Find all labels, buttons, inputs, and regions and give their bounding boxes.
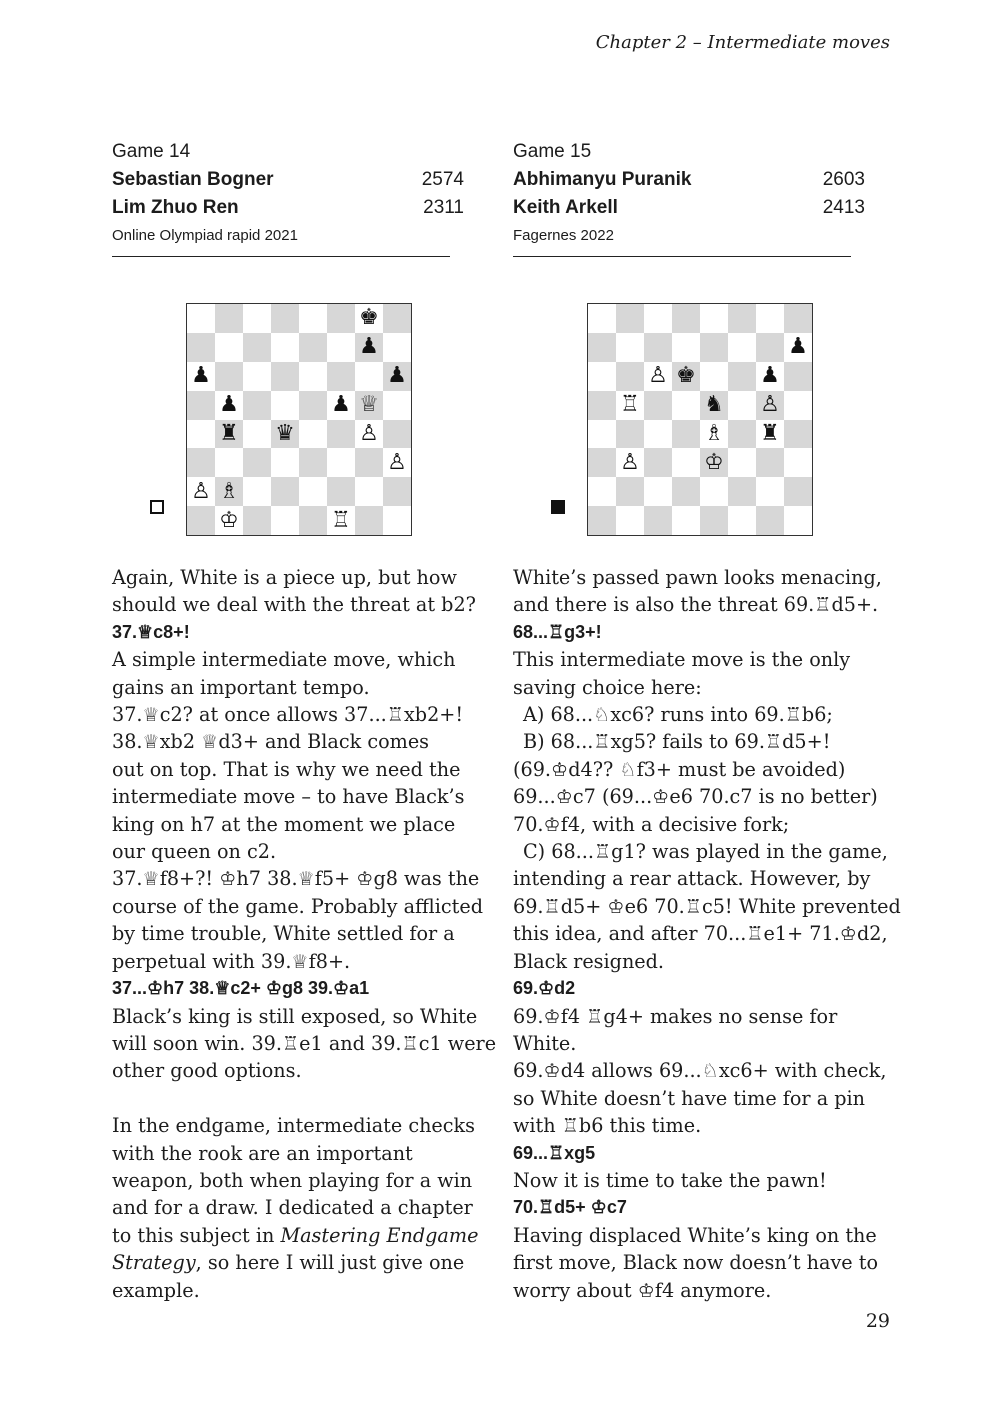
white-player-name: Sebastian Bogner xyxy=(112,169,274,190)
text-line: and for a draw. I dedicated a chapter xyxy=(112,1196,473,1220)
square-g8 xyxy=(355,304,383,333)
square-g2 xyxy=(756,477,784,506)
square-h3 xyxy=(784,448,812,477)
page-number: 29 xyxy=(865,1310,890,1332)
square-a4 xyxy=(187,420,215,449)
square-e8 xyxy=(700,304,728,333)
annotation-text xyxy=(112,564,497,1304)
white-player-row xyxy=(513,166,865,194)
chess-piece-icon: ♟ xyxy=(387,363,407,389)
square-d3 xyxy=(271,448,299,477)
text-line: should we deal with the threat at b2? xyxy=(112,593,476,617)
text-line xyxy=(112,1249,482,1276)
square-d4 xyxy=(672,420,700,449)
square-a4 xyxy=(588,420,616,449)
variation-line: A) 68...♘xc6? runs into 69.♖b6; xyxy=(523,703,833,727)
chess-piece-icon: ♗ xyxy=(704,420,724,446)
square-h7 xyxy=(784,333,812,362)
square-g8 xyxy=(756,304,784,333)
square-b1 xyxy=(215,506,243,535)
square-d8 xyxy=(672,304,700,333)
square-e3 xyxy=(700,448,728,477)
chess-piece-icon: ♟ xyxy=(760,363,780,389)
text-line: White. xyxy=(513,1031,577,1055)
text-line: Black resigned. xyxy=(513,949,665,973)
text-fragment: , so here I will just give one xyxy=(195,1251,465,1275)
text-line: 69.♖d5+ ♔e6 70.♖c5! White prevented xyxy=(513,894,901,918)
header-divider xyxy=(513,256,851,257)
white-player-rating: 2603 xyxy=(822,169,865,190)
game-number: Game 15 xyxy=(513,141,592,162)
diagram xyxy=(112,289,482,554)
square-d2 xyxy=(672,477,700,506)
square-c8 xyxy=(243,304,271,333)
chess-piece-icon: ♟ xyxy=(331,392,351,418)
move-line: 68...♖g3+! xyxy=(513,621,602,642)
square-a1 xyxy=(588,506,616,535)
square-e6 xyxy=(299,362,327,391)
event-name: Online Olympiad rapid 2021 xyxy=(112,227,298,244)
move-line: 69...♖xg5 xyxy=(513,1142,596,1163)
text-line: 70.♔f4, with a decisive fork; xyxy=(513,812,790,836)
square-b5 xyxy=(616,391,644,420)
square-g3 xyxy=(756,448,784,477)
square-b4 xyxy=(215,420,243,449)
square-f6 xyxy=(728,362,756,391)
square-b7 xyxy=(616,333,644,362)
square-c5 xyxy=(644,391,672,420)
white-player-row xyxy=(112,166,464,194)
square-f4 xyxy=(728,420,756,449)
square-c4 xyxy=(644,420,672,449)
square-e7 xyxy=(700,333,728,362)
text-line: Again, White is a piece up, but how xyxy=(112,566,457,589)
square-c1 xyxy=(243,506,271,535)
text-line: Having displaced White’s king on the xyxy=(513,1223,877,1247)
white-player-name: Abhimanyu Puranik xyxy=(513,169,692,190)
chess-board xyxy=(587,303,813,536)
text-line: worry about ♔f4 anymore. xyxy=(513,1278,772,1302)
text-line: with ♖b6 this time. xyxy=(513,1114,702,1138)
square-g3 xyxy=(355,448,383,477)
diagram xyxy=(513,289,883,554)
chess-piece-icon: ♚ xyxy=(676,363,696,389)
square-d8 xyxy=(271,304,299,333)
text-line: Black’s king is still exposed, so White xyxy=(112,1004,478,1028)
text-line: intermediate move – to have Black’s xyxy=(112,785,465,809)
text-line: In the endgame, intermediate checks xyxy=(112,1114,476,1138)
text-line: 69.♔f4 ♖g4+ makes no sense for xyxy=(513,1004,838,1028)
square-a2 xyxy=(187,477,215,506)
text-line: intending a rear attack. However, by xyxy=(513,867,871,891)
text-line: A simple intermediate move, which xyxy=(112,648,456,672)
move-line: 37.♕c8+! xyxy=(112,621,190,642)
square-d7 xyxy=(672,333,700,362)
square-g6 xyxy=(756,362,784,391)
square-g5 xyxy=(355,391,383,420)
text-line: (69.♔d4?? ♘f3+ must be avoided) xyxy=(513,757,846,781)
chess-piece-icon: ♖ xyxy=(331,507,351,533)
variation-line: C) 68...♖g1? was played in the game, xyxy=(523,840,888,864)
chess-piece-icon: ♗ xyxy=(219,478,239,504)
black-player-name: Lim Zhuo Ren xyxy=(112,197,239,218)
square-c4 xyxy=(243,420,271,449)
square-g6 xyxy=(355,362,383,391)
square-c7 xyxy=(243,333,271,362)
square-c3 xyxy=(644,448,672,477)
text-line: with the rook are an important xyxy=(112,1141,413,1165)
text-line: 37.♕c2? at once allows 37...♖xb2+! xyxy=(112,703,464,727)
paragraph-gap xyxy=(112,1085,482,1112)
square-b8 xyxy=(616,304,644,333)
text-line: first move, Black now doesn’t have to xyxy=(513,1251,879,1275)
move-line: 37...♔h7 38.♕c2+ ♔g8 39.♔a1 xyxy=(112,978,370,999)
square-c3 xyxy=(243,448,271,477)
chess-piece-icon: ♖ xyxy=(620,392,640,418)
square-c8 xyxy=(644,304,672,333)
square-d3 xyxy=(672,448,700,477)
square-h1 xyxy=(383,506,411,535)
event-name: Fagernes 2022 xyxy=(513,227,614,244)
square-d6 xyxy=(672,362,700,391)
square-a6 xyxy=(588,362,616,391)
square-h2 xyxy=(784,477,812,506)
chess-piece-icon: ♕ xyxy=(359,392,379,418)
square-f2 xyxy=(327,477,355,506)
square-g7 xyxy=(756,333,784,362)
square-d5 xyxy=(672,391,700,420)
chess-piece-icon: ♜ xyxy=(760,420,780,446)
square-g2 xyxy=(355,477,383,506)
text-fragment: to this subject in xyxy=(112,1223,281,1247)
chess-piece-icon: ♙ xyxy=(648,363,668,389)
square-a1 xyxy=(187,506,215,535)
chess-board xyxy=(186,303,412,536)
black-player-row xyxy=(112,194,464,222)
square-e3 xyxy=(299,448,327,477)
text-line: White’s passed pawn looks menacing, xyxy=(513,566,882,589)
square-f8 xyxy=(327,304,355,333)
square-f1 xyxy=(728,506,756,535)
square-g7 xyxy=(355,333,383,362)
square-h8 xyxy=(383,304,411,333)
text-line: Now it is time to take the pawn! xyxy=(513,1168,827,1192)
header-divider xyxy=(112,256,450,257)
text-line: our queen on c2. xyxy=(112,840,277,864)
square-b5 xyxy=(215,391,243,420)
square-b6 xyxy=(616,362,644,391)
move-line: 69.♔d2 xyxy=(513,978,576,999)
text-line: 69.♔d4 allows 69...♘xc6+ with check, xyxy=(513,1059,887,1083)
square-b3 xyxy=(215,448,243,477)
chess-piece-icon: ♔ xyxy=(704,449,724,475)
book-title: Mastering Endgame xyxy=(280,1223,479,1247)
square-f1 xyxy=(327,506,355,535)
square-f7 xyxy=(728,333,756,362)
square-g4 xyxy=(355,420,383,449)
square-h1 xyxy=(784,506,812,535)
square-d5 xyxy=(271,391,299,420)
chess-piece-icon: ♙ xyxy=(620,449,640,475)
chess-piece-icon: ♚ xyxy=(359,305,379,331)
game-14-column xyxy=(112,138,497,1304)
square-e8 xyxy=(299,304,327,333)
square-e1 xyxy=(700,506,728,535)
text-line: and there is also the threat 69.♖d5+. xyxy=(513,593,879,617)
chess-piece-icon: ♔ xyxy=(219,507,239,533)
square-b6 xyxy=(215,362,243,391)
game-number: Game 14 xyxy=(112,141,191,162)
text-line: 37.♕f8+?! ♔h7 38.♕f5+ ♔g8 was the xyxy=(112,867,480,891)
square-d2 xyxy=(271,477,299,506)
square-a7 xyxy=(588,333,616,362)
square-h4 xyxy=(784,420,812,449)
square-h6 xyxy=(784,362,812,391)
variation-line: B) 68...♖xg5? fails to 69.♖d5+! xyxy=(523,730,831,754)
text-line: other good options. xyxy=(112,1059,302,1083)
chess-piece-icon: ♟ xyxy=(359,334,379,360)
square-d1 xyxy=(672,506,700,535)
square-f7 xyxy=(327,333,355,362)
chess-piece-icon: ♟ xyxy=(191,363,211,389)
square-g5 xyxy=(756,391,784,420)
square-h4 xyxy=(383,420,411,449)
chess-piece-icon: ♙ xyxy=(359,420,379,446)
square-h8 xyxy=(784,304,812,333)
move-line: 70.♖d5+ ♔c7 xyxy=(513,1197,627,1218)
black-player-rating: 2311 xyxy=(423,197,464,218)
text-line: This intermediate move is the only xyxy=(513,648,851,672)
chess-piece-icon: ♟ xyxy=(219,392,239,418)
square-c6 xyxy=(243,362,271,391)
square-a8 xyxy=(588,304,616,333)
square-a5 xyxy=(588,391,616,420)
square-a3 xyxy=(588,448,616,477)
chess-piece-icon: ♞ xyxy=(704,392,724,418)
text-line: king on h7 at the moment we place xyxy=(112,812,456,836)
text-line xyxy=(112,1222,482,1249)
annotation-text xyxy=(513,564,901,1304)
game-header xyxy=(112,138,482,257)
text-line: will soon win. 39.♖e1 and 39.♖c1 were xyxy=(112,1031,497,1055)
square-d6 xyxy=(271,362,299,391)
square-f3 xyxy=(327,448,355,477)
square-f3 xyxy=(728,448,756,477)
book-title: Strategy xyxy=(112,1251,196,1275)
square-a8 xyxy=(187,304,215,333)
text-line: perpetual with 39.♕f8+. xyxy=(112,949,351,973)
chess-piece-icon: ♛ xyxy=(275,420,295,446)
square-h6 xyxy=(383,362,411,391)
square-d1 xyxy=(271,506,299,535)
square-e2 xyxy=(299,477,327,506)
chess-piece-icon: ♜ xyxy=(219,420,239,446)
square-b2 xyxy=(616,477,644,506)
square-b3 xyxy=(616,448,644,477)
square-c5 xyxy=(243,391,271,420)
square-g1 xyxy=(756,506,784,535)
running-title: Chapter 2 – Intermediate moves xyxy=(595,32,890,53)
square-f2 xyxy=(728,477,756,506)
black-player-name: Keith Arkell xyxy=(513,197,618,218)
square-f6 xyxy=(327,362,355,391)
square-e5 xyxy=(299,391,327,420)
text-line: so White doesn’t have time for a pin xyxy=(513,1086,866,1110)
square-c2 xyxy=(644,477,672,506)
square-b1 xyxy=(616,506,644,535)
square-a7 xyxy=(187,333,215,362)
square-g1 xyxy=(355,506,383,535)
game-header xyxy=(513,138,883,257)
square-e1 xyxy=(299,506,327,535)
square-f8 xyxy=(728,304,756,333)
square-b7 xyxy=(215,333,243,362)
square-h7 xyxy=(383,333,411,362)
white-player-rating: 2574 xyxy=(421,169,464,190)
text-line: gains an important tempo. xyxy=(112,675,370,699)
square-h5 xyxy=(784,391,812,420)
text-line: 38.♕xb2 ♕d3+ and Black comes xyxy=(112,730,430,754)
chess-piece-icon: ♟ xyxy=(788,334,808,360)
square-b4 xyxy=(616,420,644,449)
square-b8 xyxy=(215,304,243,333)
chess-piece-icon: ♙ xyxy=(191,478,211,504)
text-line: by time trouble, White settled for a xyxy=(112,922,455,946)
chess-piece-icon: ♙ xyxy=(387,449,407,475)
square-f5 xyxy=(728,391,756,420)
square-h3 xyxy=(383,448,411,477)
square-g4 xyxy=(756,420,784,449)
square-c1 xyxy=(644,506,672,535)
text-line: saving choice here: xyxy=(513,675,702,699)
black-player-rating: 2413 xyxy=(822,197,865,218)
black-player-row xyxy=(513,194,865,222)
game-15-column xyxy=(513,138,901,1304)
square-d7 xyxy=(271,333,299,362)
square-c6 xyxy=(644,362,672,391)
text-line: weapon, both when playing for a win xyxy=(112,1168,473,1192)
white-to-move-indicator xyxy=(150,500,164,514)
square-e5 xyxy=(700,391,728,420)
square-d4 xyxy=(271,420,299,449)
text-line: out on top. That is why we need the xyxy=(112,757,461,781)
square-e4 xyxy=(700,420,728,449)
square-e4 xyxy=(299,420,327,449)
square-c2 xyxy=(243,477,271,506)
square-f5 xyxy=(327,391,355,420)
text-line: 69...♔c7 (69...♔e6 70.c7 is no better) xyxy=(513,785,878,809)
square-e2 xyxy=(700,477,728,506)
chess-piece-icon: ♙ xyxy=(760,392,780,418)
square-h2 xyxy=(383,477,411,506)
square-a3 xyxy=(187,448,215,477)
black-to-move-indicator xyxy=(551,500,565,514)
square-b2 xyxy=(215,477,243,506)
square-h5 xyxy=(383,391,411,420)
text-line: example. xyxy=(112,1278,200,1302)
text-line: this idea, and after 70...♖e1+ 71.♔d2, xyxy=(513,922,888,946)
square-e6 xyxy=(700,362,728,391)
square-a5 xyxy=(187,391,215,420)
square-a6 xyxy=(187,362,215,391)
square-f4 xyxy=(327,420,355,449)
square-e7 xyxy=(299,333,327,362)
square-c7 xyxy=(644,333,672,362)
text-line: course of the game. Probably afflicted xyxy=(112,894,484,918)
square-a2 xyxy=(588,477,616,506)
